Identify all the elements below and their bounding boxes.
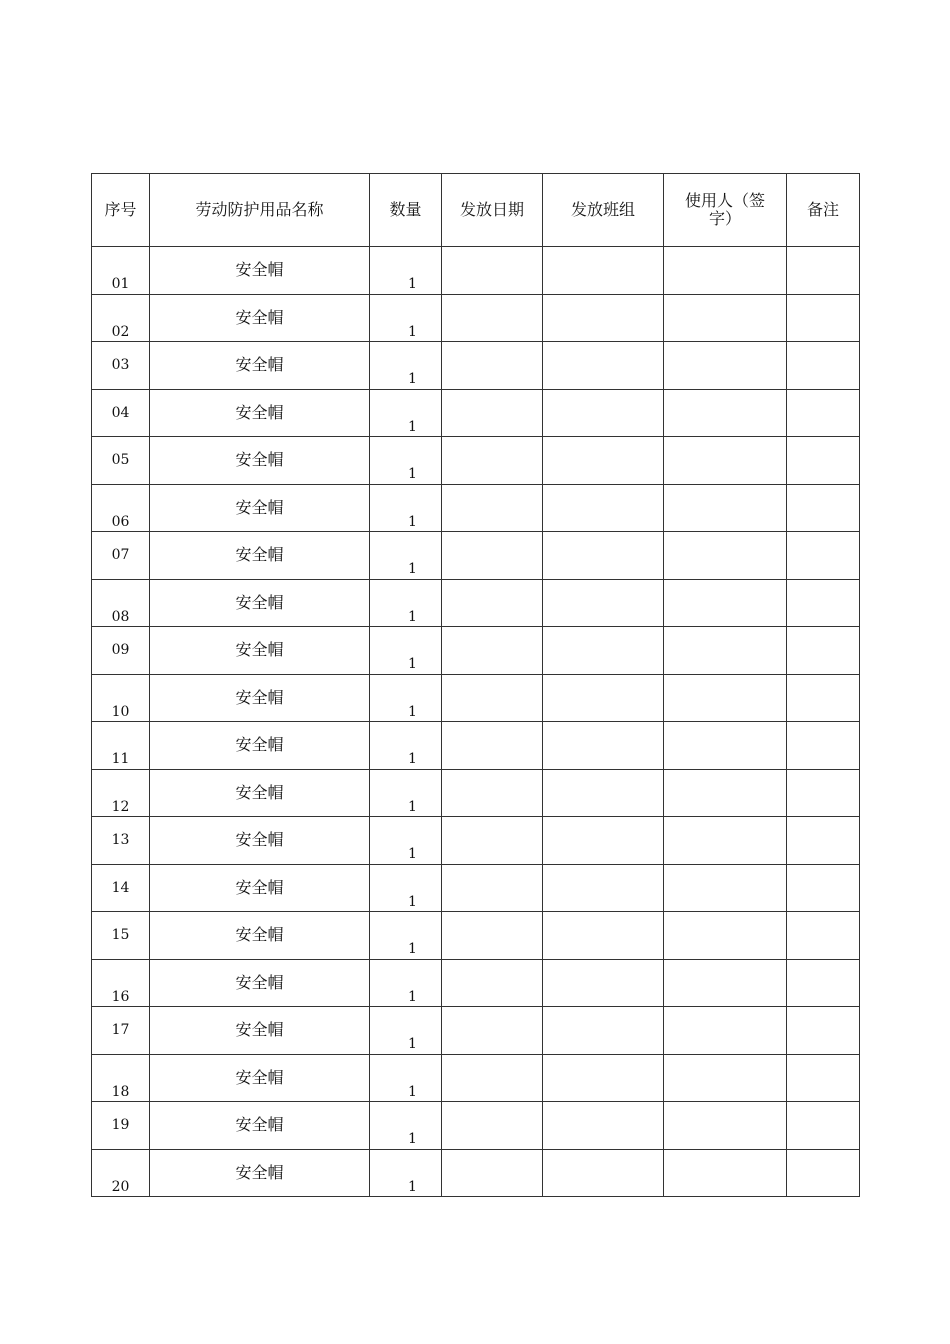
table-row (92, 294, 860, 342)
cell-seq (92, 579, 150, 627)
cell-remarks[interactable] (787, 817, 860, 865)
cell-issue-team[interactable] (543, 579, 664, 627)
header-issue-date: 发放日期 (442, 174, 543, 247)
cell-issue-date[interactable] (442, 674, 543, 722)
cell-issue-date[interactable] (442, 579, 543, 627)
cell-item-name (150, 389, 370, 437)
cell-item-name-text: 安全帽 (235, 545, 284, 564)
cell-user-signature[interactable] (664, 247, 787, 295)
cell-item-name (150, 247, 370, 295)
table-row (92, 722, 860, 770)
cell-issue-team[interactable] (543, 294, 664, 342)
table-row (92, 1007, 860, 1055)
cell-item-name-text: 安全帽 (235, 402, 284, 422)
cell-item-name (150, 532, 370, 580)
cell-quantity-text: 1 (408, 798, 417, 815)
cell-user-signature[interactable] (664, 959, 787, 1007)
cell-seq-text: 05 (111, 452, 130, 468)
cell-issue-team[interactable] (543, 1149, 664, 1197)
cell-issue-team[interactable] (543, 864, 664, 912)
cell-item-name (150, 817, 370, 865)
cell-item-name-text: 安全帽 (235, 592, 284, 612)
cell-quantity (370, 817, 442, 865)
cell-item-name (150, 1054, 370, 1102)
cell-user-signature[interactable] (664, 389, 787, 437)
cell-remarks[interactable] (787, 342, 860, 390)
cell-seq-text: 07 (111, 547, 130, 563)
cell-seq-text: 20 (111, 1178, 130, 1195)
header-seq: 序号 (92, 174, 150, 247)
cell-user-signature[interactable] (664, 627, 787, 675)
cell-user-signature[interactable] (664, 294, 787, 342)
cell-quantity (370, 532, 442, 580)
cell-user-signature[interactable] (664, 1054, 787, 1102)
cell-remarks[interactable] (787, 722, 860, 770)
cell-item-name-text: 安全帽 (235, 450, 284, 469)
cell-item-name (150, 342, 370, 390)
cell-seq-text: 15 (111, 927, 130, 943)
cell-issue-date[interactable] (442, 959, 543, 1007)
cell-quantity-text: 1 (408, 371, 417, 387)
table-row (92, 1102, 860, 1150)
cell-item-name-text: 安全帽 (235, 1162, 284, 1182)
cell-item-name (150, 722, 370, 770)
cell-issue-team[interactable] (543, 484, 664, 532)
ppe-issue-table (91, 173, 860, 1197)
cell-item-name (150, 1102, 370, 1150)
cell-quantity-text: 1 (408, 1131, 417, 1147)
cell-seq (92, 389, 150, 437)
table-row (92, 342, 860, 390)
cell-quantity-text: 1 (408, 418, 417, 435)
cell-quantity-text: 1 (408, 1178, 417, 1195)
cell-remarks[interactable] (787, 532, 860, 580)
cell-item-name-text: 安全帽 (235, 1020, 284, 1039)
cell-quantity (370, 1007, 442, 1055)
cell-quantity (370, 389, 442, 437)
cell-issue-team[interactable] (543, 674, 664, 722)
cell-seq-text: 08 (111, 608, 130, 625)
cell-quantity-text: 1 (408, 941, 417, 957)
table-row (92, 674, 860, 722)
cell-user-signature[interactable] (664, 484, 787, 532)
cell-user-signature[interactable] (664, 722, 787, 770)
cell-item-name-text: 安全帽 (235, 735, 284, 754)
cell-quantity-text: 1 (408, 323, 417, 340)
cell-quantity-text: 1 (408, 846, 417, 862)
cell-seq (92, 1054, 150, 1102)
cell-item-name-text: 安全帽 (235, 307, 284, 327)
cell-seq (92, 769, 150, 817)
table-row (92, 247, 860, 295)
cell-issue-date[interactable] (442, 342, 543, 390)
cell-issue-date[interactable] (442, 1149, 543, 1197)
cell-quantity (370, 1149, 442, 1197)
cell-seq-text: 13 (111, 832, 130, 848)
cell-quantity (370, 627, 442, 675)
cell-issue-team[interactable] (543, 532, 664, 580)
cell-remarks[interactable] (787, 959, 860, 1007)
cell-remarks[interactable] (787, 484, 860, 532)
cell-issue-date[interactable] (442, 1054, 543, 1102)
cell-issue-date[interactable] (442, 769, 543, 817)
table-row (92, 437, 860, 485)
cell-item-name (150, 437, 370, 485)
cell-issue-date[interactable] (442, 627, 543, 675)
header-quantity: 数量 (370, 174, 442, 247)
cell-issue-team[interactable] (543, 1007, 664, 1055)
cell-quantity (370, 484, 442, 532)
cell-seq (92, 294, 150, 342)
cell-seq-text: 10 (111, 703, 130, 720)
cell-remarks[interactable] (787, 674, 860, 722)
cell-quantity-text: 1 (408, 561, 417, 577)
cell-issue-date[interactable] (442, 1007, 543, 1055)
cell-remarks[interactable] (787, 437, 860, 485)
table-row (92, 1149, 860, 1197)
cell-seq (92, 722, 150, 770)
cell-seq-text: 18 (111, 1083, 130, 1100)
cell-user-signature[interactable] (664, 1102, 787, 1150)
cell-item-name (150, 769, 370, 817)
cell-quantity-text: 1 (408, 1036, 417, 1052)
cell-quantity (370, 247, 442, 295)
cell-seq (92, 247, 150, 295)
cell-seq-text: 14 (111, 879, 130, 896)
cell-quantity (370, 1102, 442, 1150)
cell-issue-date[interactable] (442, 817, 543, 865)
cell-quantity (370, 342, 442, 390)
cell-item-name-text: 安全帽 (235, 687, 284, 707)
cell-remarks[interactable] (787, 1102, 860, 1150)
cell-quantity-text: 1 (408, 466, 417, 482)
cell-seq (92, 437, 150, 485)
cell-issue-team[interactable] (543, 247, 664, 295)
cell-issue-date[interactable] (442, 247, 543, 295)
cell-quantity-text: 1 (408, 703, 417, 720)
cell-quantity (370, 769, 442, 817)
cell-quantity (370, 722, 442, 770)
cell-quantity (370, 1054, 442, 1102)
cell-user-signature[interactable] (664, 817, 787, 865)
table-row (92, 389, 860, 437)
cell-quantity-text: 1 (408, 276, 417, 292)
table-row (92, 484, 860, 532)
cell-seq (92, 959, 150, 1007)
cell-quantity (370, 294, 442, 342)
table-row (92, 959, 860, 1007)
cell-seq-text: 06 (111, 513, 130, 530)
cell-user-signature[interactable] (664, 864, 787, 912)
cell-quantity-text: 1 (408, 751, 417, 767)
cell-item-name-text: 安全帽 (235, 877, 284, 897)
header-remarks: 备注 (787, 174, 860, 247)
cell-seq-text: 19 (111, 1117, 130, 1133)
cell-item-name (150, 579, 370, 627)
cell-item-name-text: 安全帽 (235, 260, 284, 279)
cell-item-name-text: 安全帽 (235, 1067, 284, 1087)
cell-seq (92, 674, 150, 722)
table-row (92, 817, 860, 865)
cell-remarks[interactable] (787, 864, 860, 912)
cell-remarks[interactable] (787, 247, 860, 295)
cell-item-name-text: 安全帽 (235, 830, 284, 849)
header-user-signature: 使用人（签字） (664, 174, 787, 247)
cell-issue-date[interactable] (442, 437, 543, 485)
cell-item-name-text: 安全帽 (235, 497, 284, 517)
cell-issue-team[interactable] (543, 342, 664, 390)
cell-item-name-text: 安全帽 (235, 972, 284, 992)
table-row (92, 1054, 860, 1102)
cell-quantity-text: 1 (408, 1083, 417, 1100)
cell-quantity (370, 912, 442, 960)
cell-quantity (370, 864, 442, 912)
cell-user-signature[interactable] (664, 769, 787, 817)
cell-issue-date[interactable] (442, 864, 543, 912)
header-row (92, 174, 860, 247)
cell-item-name (150, 864, 370, 912)
cell-issue-date[interactable] (442, 294, 543, 342)
header-item-name: 劳动防护用品名称 (150, 174, 370, 247)
cell-remarks[interactable] (787, 627, 860, 675)
cell-item-name (150, 674, 370, 722)
cell-item-name (150, 959, 370, 1007)
cell-issue-team[interactable] (543, 912, 664, 960)
cell-quantity-text: 1 (408, 988, 417, 1005)
cell-quantity-text: 1 (408, 513, 417, 530)
cell-seq (92, 864, 150, 912)
cell-issue-date[interactable] (442, 484, 543, 532)
cell-issue-date[interactable] (442, 912, 543, 960)
cell-seq-text: 16 (111, 988, 130, 1005)
cell-issue-team[interactable] (543, 437, 664, 485)
cell-remarks[interactable] (787, 1054, 860, 1102)
cell-seq (92, 484, 150, 532)
cell-seq-text: 02 (111, 323, 130, 340)
cell-seq (92, 627, 150, 675)
cell-seq (92, 912, 150, 960)
cell-seq (92, 1149, 150, 1197)
cell-remarks[interactable] (787, 389, 860, 437)
cell-item-name (150, 1007, 370, 1055)
cell-issue-date[interactable] (442, 532, 543, 580)
cell-remarks[interactable] (787, 912, 860, 960)
cell-seq-text: 01 (111, 276, 130, 292)
cell-seq-text: 09 (111, 642, 130, 658)
cell-user-signature[interactable] (664, 342, 787, 390)
cell-item-name-text: 安全帽 (235, 355, 284, 374)
cell-issue-team[interactable] (543, 817, 664, 865)
cell-item-name-text: 安全帽 (235, 640, 284, 659)
cell-issue-team[interactable] (543, 1102, 664, 1150)
cell-seq (92, 1007, 150, 1055)
cell-seq-text: 12 (111, 798, 130, 815)
cell-remarks[interactable] (787, 294, 860, 342)
cell-remarks[interactable] (787, 769, 860, 817)
cell-item-name-text: 安全帽 (235, 782, 284, 802)
cell-issue-team[interactable] (543, 959, 664, 1007)
cell-item-name (150, 627, 370, 675)
cell-remarks[interactable] (787, 579, 860, 627)
cell-item-name (150, 294, 370, 342)
cell-user-signature[interactable] (664, 532, 787, 580)
cell-seq (92, 532, 150, 580)
cell-seq-text: 04 (111, 404, 130, 421)
cell-quantity (370, 579, 442, 627)
cell-quantity (370, 674, 442, 722)
cell-seq (92, 1102, 150, 1150)
cell-seq-text: 03 (111, 357, 130, 373)
table-row (92, 769, 860, 817)
table-row (92, 864, 860, 912)
cell-user-signature[interactable] (664, 912, 787, 960)
cell-user-signature[interactable] (664, 1007, 787, 1055)
cell-item-name (150, 1149, 370, 1197)
cell-item-name-text: 安全帽 (235, 1115, 284, 1134)
cell-item-name (150, 912, 370, 960)
header-issue-team: 发放班组 (543, 174, 664, 247)
cell-quantity (370, 437, 442, 485)
cell-item-name (150, 484, 370, 532)
table-row (92, 627, 860, 675)
cell-issue-team[interactable] (543, 722, 664, 770)
cell-remarks[interactable] (787, 1149, 860, 1197)
cell-seq (92, 817, 150, 865)
cell-quantity-text: 1 (408, 893, 417, 910)
table-row (92, 912, 860, 960)
cell-remarks[interactable] (787, 1007, 860, 1055)
cell-seq-text: 17 (111, 1022, 130, 1038)
cell-issue-date[interactable] (442, 722, 543, 770)
cell-user-signature[interactable] (664, 1149, 787, 1197)
cell-issue-team[interactable] (543, 389, 664, 437)
cell-user-signature[interactable] (664, 437, 787, 485)
table-row (92, 579, 860, 627)
cell-issue-team[interactable] (543, 1054, 664, 1102)
cell-issue-team[interactable] (543, 769, 664, 817)
cell-user-signature[interactable] (664, 579, 787, 627)
table-row (92, 532, 860, 580)
cell-quantity-text: 1 (408, 656, 417, 672)
cell-quantity (370, 959, 442, 1007)
cell-issue-date[interactable] (442, 389, 543, 437)
cell-seq (92, 342, 150, 390)
table-body (92, 247, 860, 1197)
cell-issue-team[interactable] (543, 627, 664, 675)
cell-quantity-text: 1 (408, 608, 417, 625)
cell-issue-date[interactable] (442, 1102, 543, 1150)
cell-user-signature[interactable] (664, 674, 787, 722)
cell-seq-text: 11 (111, 751, 130, 767)
cell-item-name-text: 安全帽 (235, 925, 284, 944)
